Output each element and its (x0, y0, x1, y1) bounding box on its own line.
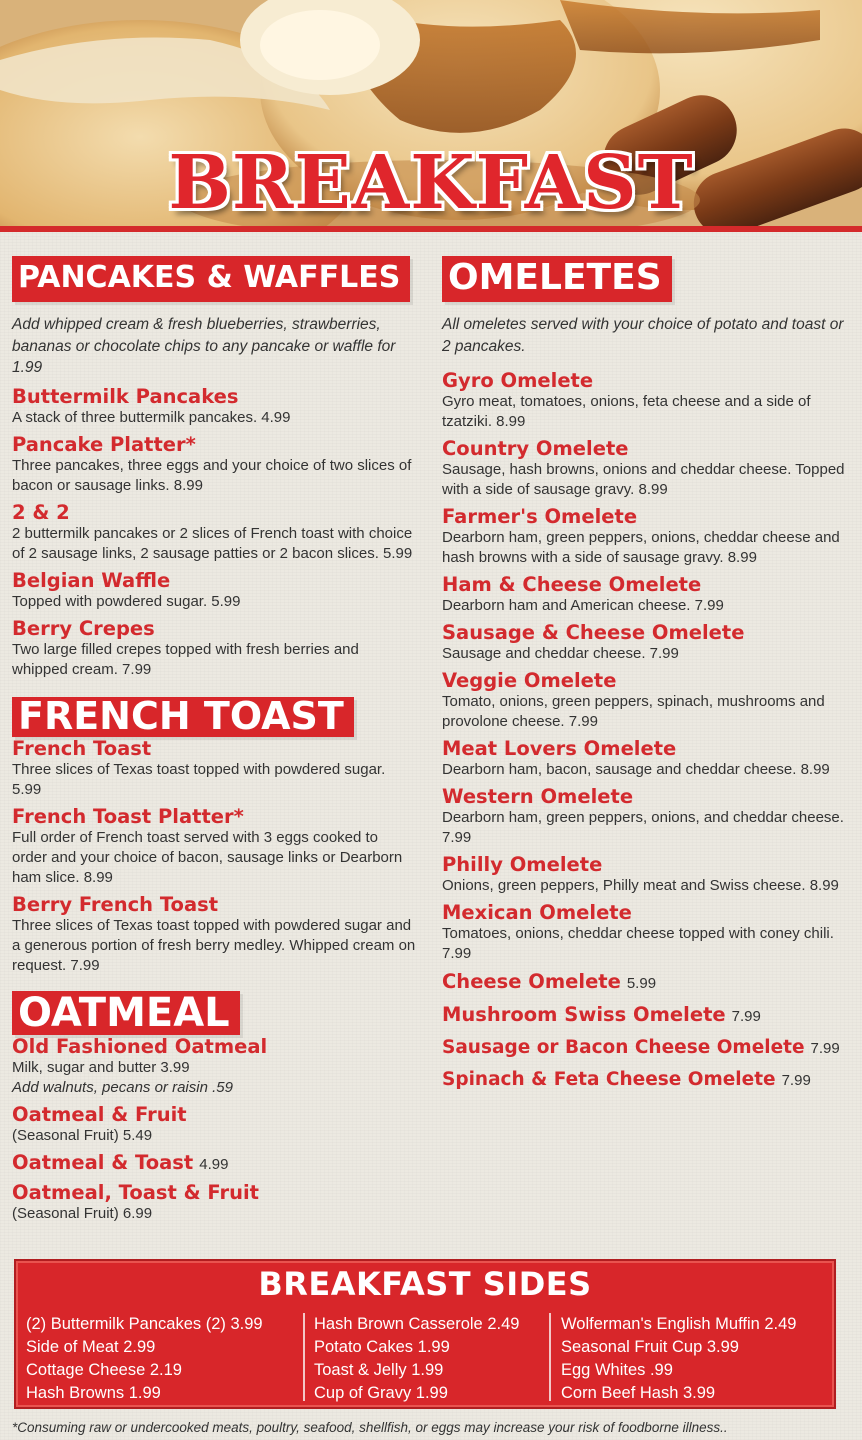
disclaimer: *Consuming raw or undercooked meats, poultry, seafood, shellfish, or eggs may increase your risk of foodborne illness.. (12, 1420, 728, 1435)
item-name: Meat Lovers Omelete (442, 737, 677, 760)
menu-item (12, 569, 417, 612)
item-name: French Toast Platter* (12, 804, 244, 828)
left-column (12, 256, 417, 1229)
item-price: 5.99 (626, 975, 657, 992)
menu-item (442, 853, 852, 896)
side-item: Side of Meat 2.99 (26, 1338, 156, 1356)
item-desc: Onions, green peppers, Philly meat and Swiss cheese. 8.99 (442, 877, 839, 894)
item-name: Philly Omelete (442, 853, 603, 876)
item-desc: Gyro meat, tomatoes, onions, feta cheese and a side of tzatziki. 8.99 (442, 393, 811, 430)
menu-item (442, 573, 852, 616)
item-desc: Topped with powdered sugar. 5.99 (12, 592, 241, 610)
item-desc: Milk, sugar and butter 3.99 (12, 1058, 190, 1076)
item-desc: Three pancakes, three eggs and your choice of two slices of bacon or sausage links. 8.99 (12, 456, 412, 494)
item-desc: Dearborn ham, green peppers, onions, cheddar cheese and hash browns with a side of sausage gravy. 8.99 (442, 529, 840, 566)
item-desc: Two large filled crepes topped with fresh berries and whipped cream. 7.99 (12, 640, 359, 678)
side-item: Toast & Jelly 1.99 (314, 1361, 444, 1379)
item-desc: Three slices of Texas toast topped with powdered sugar. 5.99 (12, 760, 386, 798)
item-desc: Three slices of Texas toast topped with powdered sugar and a generous portion of fresh berry medley. Whipped cream on request. 7.99 (12, 916, 416, 974)
menu-item (12, 1035, 417, 1098)
item-name: Buttermilk Pancakes (12, 384, 239, 408)
item-name: 2 & 2 (12, 500, 70, 524)
item-name: French Toast (12, 736, 152, 760)
menu-item (442, 1003, 852, 1028)
menu-item (442, 437, 852, 500)
item-price: 7.99 (781, 1072, 811, 1089)
menu-item (442, 1036, 852, 1060)
menu-item (442, 901, 852, 964)
item-name: Mexican Omelete (442, 901, 632, 924)
item-name: Oatmeal & Toast (12, 1150, 194, 1174)
item-desc: Full order of French toast served with 3 eggs cooked to order and your choice of bacon, sausage links or Dearborn ham slice. 8.99 (12, 828, 403, 886)
hero-divider (0, 226, 862, 232)
item-desc: Sausage and cheddar cheese. 7.99 (442, 645, 679, 662)
side-item: Hash Brown Casserole 2.49 (314, 1315, 520, 1333)
sides-column-3 (561, 1313, 836, 1405)
item-name: Belgian Waffle (12, 568, 171, 592)
menu-item (12, 617, 417, 680)
item-desc: (Seasonal Fruit) 5.49 (12, 1126, 153, 1144)
side-item: Hash Browns 1.99 (26, 1384, 161, 1402)
item-name: Cheese Omelete (442, 970, 621, 993)
side-item: Cup of Gravy 1.99 (314, 1384, 448, 1402)
pancakes-intro: Add whipped cream & fresh blueberries, strawberries, bananas or chocolate chips to any pancake or waffle for 1.99 (12, 316, 396, 376)
section-heading-pancakes: PANCAKES & WAFFLES (12, 256, 410, 302)
breakfast-sides-box (14, 1259, 836, 1409)
menu-item (12, 433, 417, 496)
item-desc: Sausage, hash browns, onions and cheddar cheese. Topped with a side of sausage gravy. 8.99 (442, 461, 845, 498)
item-name: Gyro Omelete (442, 369, 594, 392)
item-desc: Tomatoes, onions, cheddar cheese topped with coney chili. 7.99 (442, 925, 834, 962)
sides-heading: BREAKFAST SIDES (258, 1265, 592, 1303)
menu-item (442, 785, 852, 848)
menu-item (12, 893, 417, 976)
menu-item (442, 621, 852, 664)
side-item: Egg Whites .99 (561, 1361, 673, 1379)
item-note: Add walnuts, pecans or raisin .59 (12, 1078, 233, 1096)
menu-item (12, 385, 417, 428)
item-price: 7.99 (810, 1040, 840, 1057)
item-name: Sausage & Cheese Omelete (442, 621, 745, 644)
menu-item (442, 505, 852, 568)
item-desc: (Seasonal Fruit) 6.99 (12, 1204, 153, 1222)
section-heading-french-toast: FRENCH TOAST (12, 697, 354, 737)
menu-item (442, 1068, 852, 1092)
menu-item (12, 737, 417, 800)
menu-item (12, 805, 417, 888)
item-desc: Tomato, onions, green peppers, spinach, mushrooms and provolone cheese. 7.99 (442, 693, 825, 730)
sides-divider (549, 1313, 551, 1401)
item-name: Mushroom Swiss Omelete (442, 1003, 726, 1026)
menu-item (442, 369, 852, 432)
side-item: Cottage Cheese 2.19 (26, 1361, 182, 1379)
item-name: Pancake Platter* (12, 432, 196, 456)
item-desc: Dearborn ham, green peppers, onions, and cheddar cheese. 7.99 (442, 809, 844, 846)
sides-column-1 (26, 1313, 301, 1405)
item-name: Berry French Toast (12, 892, 219, 916)
menu-item (12, 1181, 417, 1224)
side-item: Corn Beef Hash 3.99 (561, 1384, 716, 1402)
item-name: Old Fashioned Oatmeal (12, 1034, 268, 1058)
menu-item (12, 501, 417, 564)
item-name: Farmer's Omelete (442, 505, 638, 528)
item-price: 4.99 (199, 1155, 229, 1173)
item-name: Country Omelete (442, 437, 629, 460)
menu-item (442, 970, 852, 995)
side-item: Potato Cakes 1.99 (314, 1338, 450, 1356)
item-name: Veggie Omelete (442, 669, 617, 692)
sides-column-2 (314, 1313, 554, 1405)
item-name: Oatmeal & Fruit (12, 1102, 187, 1126)
side-item: Wolferman's English Muffin 2.49 (561, 1315, 797, 1333)
hero-food-photo (0, 0, 862, 228)
item-name: Ham & Cheese Omelete (442, 573, 702, 596)
menu-item (442, 737, 852, 780)
item-name: Spinach & Feta Cheese Omelete (442, 1069, 776, 1090)
section-heading-omeletes: OMELETES (442, 256, 672, 302)
item-desc: Dearborn ham and American cheese. 7.99 (442, 597, 724, 614)
menu-item (442, 669, 852, 732)
menu-item (12, 1151, 417, 1176)
item-price: 7.99 (731, 1008, 761, 1025)
item-name: Western Omelete (442, 785, 634, 808)
item-name: Berry Crepes (12, 616, 155, 640)
item-desc: 2 buttermilk pancakes or 2 slices of French toast with choice of 2 sausage links, 2 sausage patties or 2 bacon slices. 5.99 (12, 524, 413, 562)
section-heading-oatmeal: OATMEAL (12, 991, 240, 1035)
menu-item (12, 1103, 417, 1146)
item-desc: Dearborn ham, bacon, sausage and cheddar cheese. 8.99 (442, 761, 830, 778)
item-name: Oatmeal, Toast & Fruit (12, 1180, 259, 1204)
right-column (442, 256, 852, 1097)
item-name: Sausage or Bacon Cheese Omelete (442, 1037, 805, 1058)
omeletes-intro: All omeletes served with your choice of potato and toast or 2 pancakes. (442, 316, 844, 355)
page-title: BREAKFAST (168, 140, 694, 226)
side-item: Seasonal Fruit Cup 3.99 (561, 1338, 739, 1356)
side-item: (2) Buttermilk Pancakes (2) 3.99 (26, 1315, 263, 1333)
item-desc: A stack of three buttermilk pancakes. 4.99 (12, 408, 291, 426)
sides-divider (303, 1313, 305, 1401)
